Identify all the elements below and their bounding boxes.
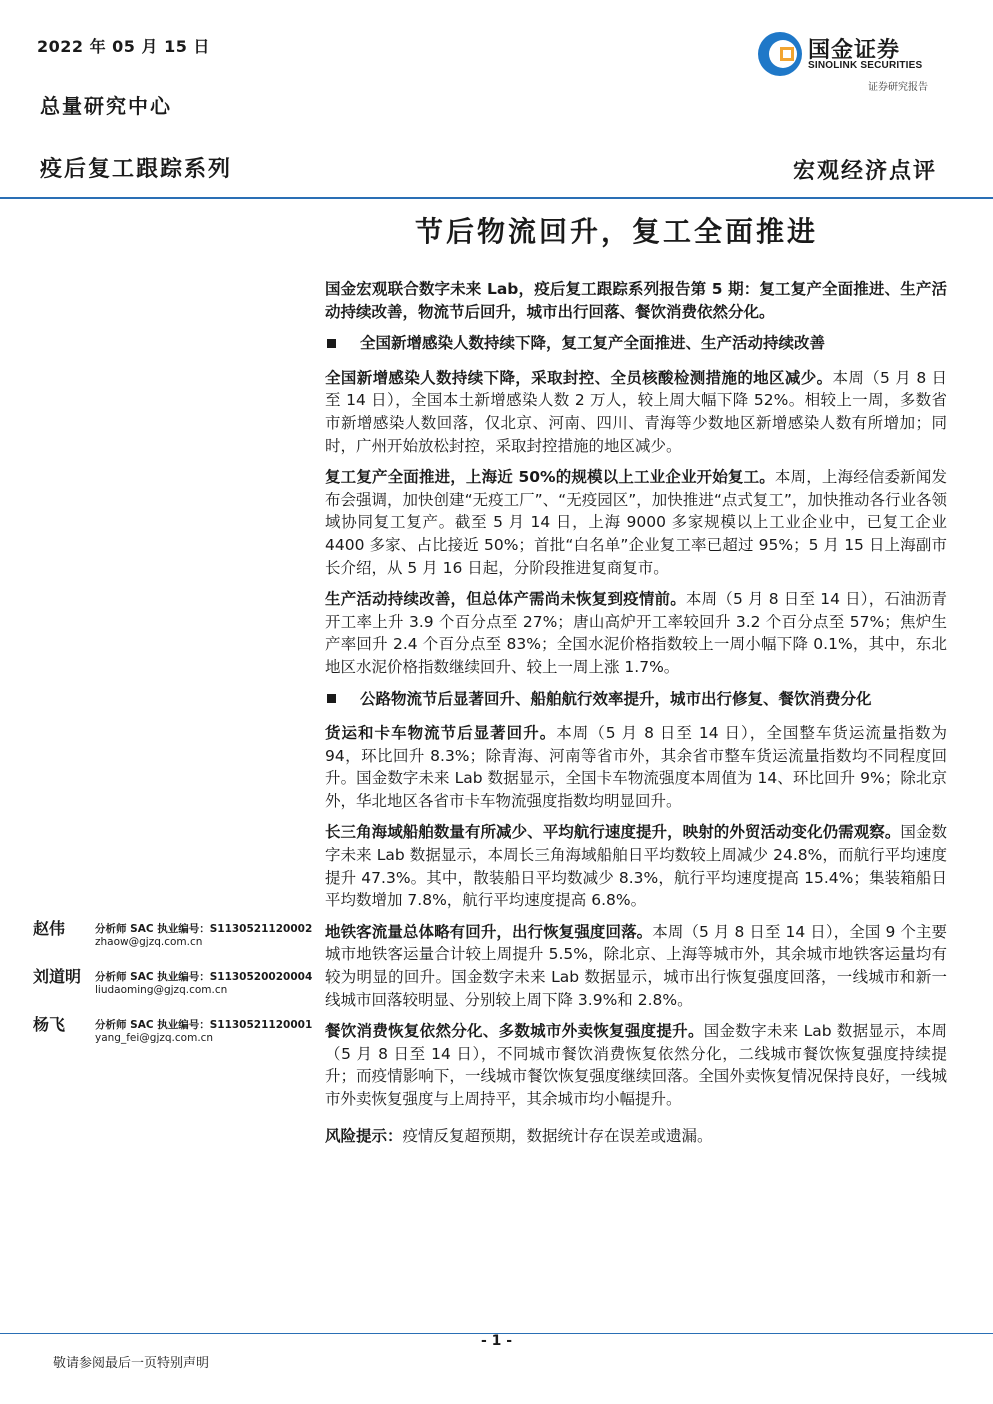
paragraph-text: 本周（5 月 8 日至 14 日），全国整车货运流量指数为 94，环比回升 8.3%；除青海、河南等省市外，其余省市整车货运流量指数均不同程度回升。国金数字未来 Lab 数据显示，全国卡车物流强度本周值为 14、环比回升 9%；除北京外，华北地区各省市卡车物流强度指数均明显回升。 <box>325 724 947 810</box>
analyst-name: 杨飞 <box>33 1015 66 1034</box>
analyst-email[interactable]: liudaoming@gjzq.com.cn <box>95 984 228 996</box>
section-title: 公路物流节后显著回升、船舶航行效率提升，城市出行修复、餐饮消费分化 <box>360 689 872 708</box>
report-headline: 节后物流回升，复工全面推进 <box>414 215 818 248</box>
body-paragraph <box>325 821 947 911</box>
department-label: 总量研究中心 <box>40 94 172 118</box>
analyst-cert: 分析师 SAC 执业编号：S1130521120001 <box>95 1019 313 1031</box>
report-type: 宏观经济点评 <box>792 158 937 184</box>
analyst-entry <box>33 1012 323 1060</box>
body-paragraph <box>325 588 947 678</box>
body-paragraph <box>325 466 947 579</box>
paragraph-lead: 餐饮消费恢复依然分化、多数城市外卖恢复强度提升。 <box>325 1022 704 1041</box>
paragraph-lead: 长三角海域船舶数量有所减少、平均航行速度提升，映射的外贸活动变化仍需观察。 <box>325 823 901 842</box>
paragraph-text: 本周，上海经信委新闻发布会强调，加快创建“无疫工厂”、“无疫园区”，加快推进“点式复工”，加快推动各行业各领域协同复工复产。截至 5 月 14 日，上海 9000 多家规模以上工业企业中，已复工企业 4400 多家、占比接近 50%；首批“白名单”企业复工率已超过 95%；5 月 15 日上海副市长介绍，从 5 月 16 日起，分阶段推进复商复市。 <box>325 468 947 577</box>
bullet-square-icon <box>327 694 336 703</box>
paragraph-text: 国金数字未来 Lab 数据显示，本周（5 月 8 日至 14 日），不同城市餐饮消费恢复依然分化，二线城市餐饮恢复强度持续提升；而疫情影响下，一线城市餐饮恢复强度继续回落。全国外卖恢复情况保持良好，一线城市外卖恢复强度与上周持平，其余城市均小幅提升。 <box>325 1022 947 1108</box>
risk-warning <box>325 1125 947 1148</box>
bullet-square-icon <box>327 339 336 348</box>
report-category-label: 证券研究报告 <box>868 82 928 93</box>
paragraph-lead: 货运和卡车物流节后显著回升。 <box>325 724 557 743</box>
page-number: - 1 - <box>480 1333 513 1349</box>
analyst-cert: 分析师 SAC 执业编号：S1130521120002 <box>95 923 313 935</box>
paragraph-lead: 复工复产全面推进，上海近 50%的规模以上工业企业开始复工。 <box>325 468 775 487</box>
body-paragraph <box>325 722 947 812</box>
body-paragraph <box>325 921 947 1011</box>
logo-name-cn: 国金证券 <box>808 38 901 63</box>
section-title: 全国新增感染人数持续下降，复工复产全面推进、生产活动持续改善 <box>360 334 826 353</box>
paragraph-lead: 地铁客流量总体略有回升，出行恢复强度回落。 <box>325 922 653 941</box>
footer-disclaimer: 敬请参阅最后一页特别声明 <box>53 1356 210 1371</box>
body-paragraph <box>325 1020 947 1110</box>
analyst-entry <box>33 916 323 964</box>
analyst-list <box>33 916 323 1060</box>
paragraph-text: 国金数字未来 Lab 数据显示，本周长三角海域船舶日平均数较上周减少 24.8%，而航行平均速度提升 47.3%。其中，散装船日平均数减少 8.3%，航行平均速度提高 15.4%；集装箱船日平均数增加 7.8%，航行平均速度提高 6.8%。 <box>325 823 947 910</box>
paragraph-text: 本周（5 月 8 日至 14 日），全国本土新增感染人数 2 万人，较上周大幅下降 52%。相较上一周，多数省市新增感染人数回落，仅北京、河南、四川、青海等少数地区新增感染人数有所增加；同时，广州开始放松封控，采取封控措施的地区减少。 <box>325 368 947 455</box>
header-divider <box>0 197 993 199</box>
series-title: 疫后复工跟踪系列 <box>40 156 233 182</box>
risk-text: 疫情反复超预期，数据统计存在误差或遗漏。 <box>402 1126 713 1145</box>
sinolink-logo-icon <box>756 30 804 78</box>
summary: 国金宏观联合数字未来 Lab，疫后复工跟踪系列报告第 5 期：复工复产全面推进、生产活动持续改善，物流节后回升，城市出行回落、餐饮消费依然分化。 <box>325 280 947 321</box>
section-heading <box>325 332 947 355</box>
logo-name-en: SINOLINK SECURITIES <box>808 60 923 71</box>
paragraph-lead: 全国新增感染人数持续下降，采取封控、全员核酸检测措施的地区减少。 <box>325 368 833 387</box>
risk-label: 风险提示： <box>325 1126 403 1145</box>
paragraph-text: 本周（5 月 8 日至 14 日），全国 9 个主要城市地铁客运量合计较上周提升 5.5%，除北京、上海等城市外，其余城市地铁客运量均有较为明显的回升。国金数字未来 Lab 数据显示，城市出行恢复强度回落，一线城市和新一线城市回落较明显、分别较上周下降 3.9%和 2.8%。 <box>325 922 947 1009</box>
report-date: 2022 年 05 月 15 日 <box>37 37 210 56</box>
body-paragraph <box>325 367 947 457</box>
analyst-name: 赵伟 <box>33 919 66 938</box>
analyst-cert: 分析师 SAC 执业编号：S1130520020004 <box>95 971 313 983</box>
analyst-entry <box>33 964 323 1012</box>
analyst-email[interactable]: zhaow@gjzq.com.cn <box>95 936 203 948</box>
paragraph-text: 本周（5 月 8 日至 14 日），石油沥青开工率上升 3.9 个百分点至 27%；唐山高炉开工率较回升 3.2 个百分点至 57%；焦炉生产率回升 2.4 个百分点至 83%；全国水泥价格指数较上一周小幅下降 0.1%，其中，东北地区水泥价格指数继续回升、较上一周上涨 1.7%。 <box>325 590 947 676</box>
paragraph-lead: 生产活动持续改善，但总体产需尚未恢复到疫情前。 <box>325 590 686 609</box>
section-heading <box>325 688 947 711</box>
main-body <box>325 278 947 1156</box>
analyst-email[interactable]: yang_fei@gjzq.com.cn <box>95 1032 214 1044</box>
analyst-name: 刘道明 <box>33 967 82 986</box>
